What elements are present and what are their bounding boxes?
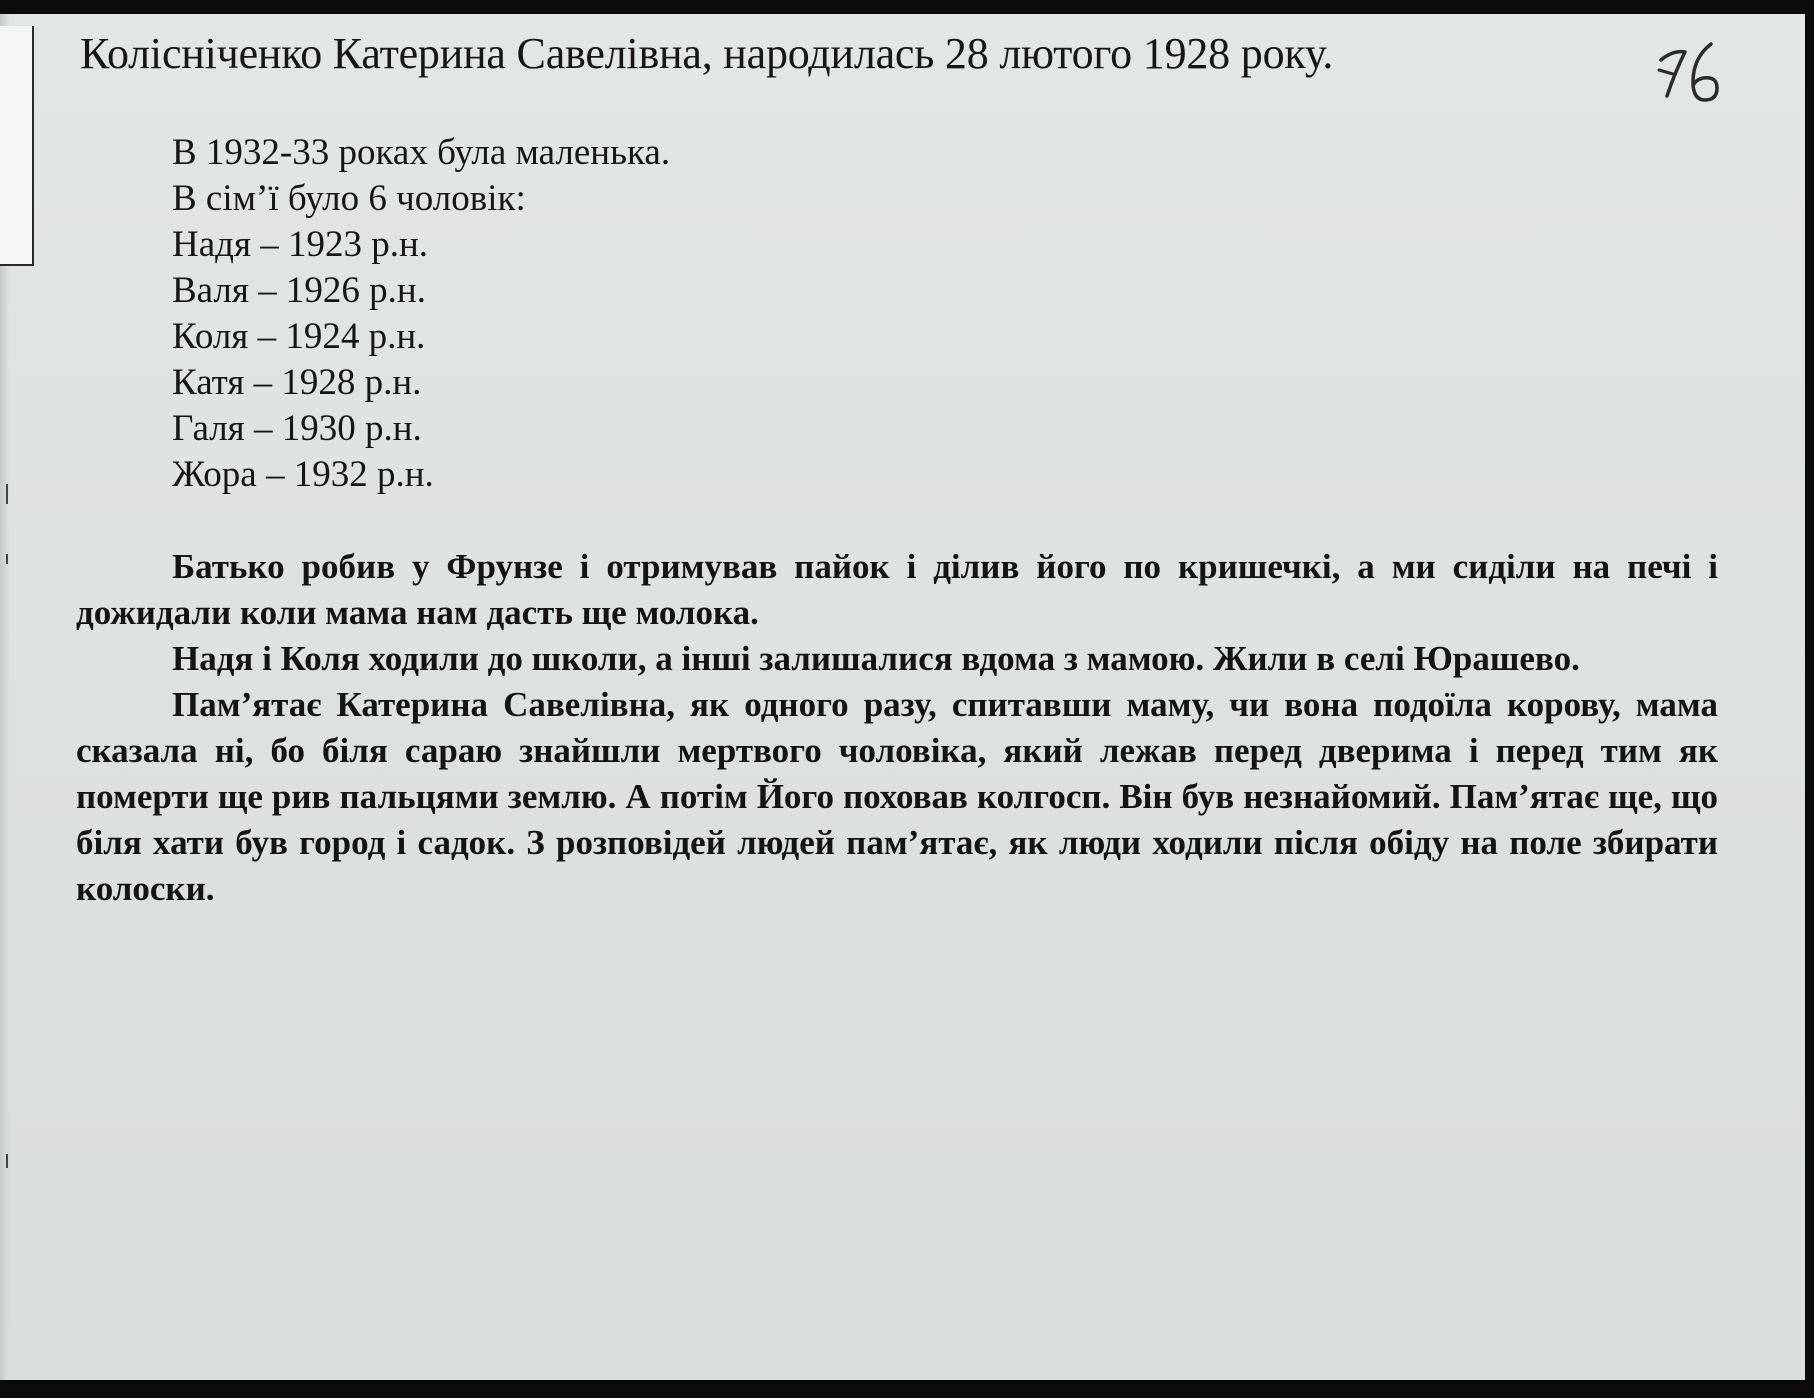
family-list-block: [172, 130, 670, 498]
paragraph: Пам’ятає Катерина Савелівна, як одного разу, спитавши маму, чи вона подоїла корову, мама сказала ні, бо біля сараю знайшли мертвого чоловіка, який лежав перед дверима і перед тим як померти ще рив пальцями землю. А потім Його поховав колгосп. Він був незнайомий. Пам’ятає ще, що біля хати був город і садок. З розповідей людей пам’ятає, як люди ходили після обіду на поле збирати колоски.: [76, 685, 1718, 908]
paragraph: Батько робив у Фрунзе і отримував пайок і ділив його по кришечкі, а ми сиділи на печі і дожидали коли мама нам дасть ще молока.: [76, 547, 1718, 632]
document-title: Колісніченко Катерина Савелівна, народилась 28 лютого 1928 року.: [80, 29, 1334, 78]
paper-page: [0, 14, 1805, 1380]
family-member-line: Валя – 1926 р.н.: [172, 270, 426, 311]
binding-mark: [6, 554, 8, 564]
binding-mark: [6, 1154, 8, 1168]
family-member-line: Надя – 1923 р.н.: [172, 224, 429, 265]
family-member-line: Жора – 1932 р.н.: [172, 454, 434, 495]
paragraph: Надя і Коля ходили до школи, а інші залишалися вдома з мамою. Жили в селі Юрашево.: [172, 639, 1580, 678]
family-member-line: Коля – 1924 р.н.: [172, 316, 426, 357]
family-member-line: Катя – 1928 р.н.: [172, 362, 422, 403]
binding-mark: [6, 484, 8, 504]
family-member-line: Галя – 1930 р.н.: [172, 408, 422, 449]
binding-tab: [0, 26, 34, 266]
narrative-text: [76, 544, 1718, 912]
intro-line: В сім’ї було 6 чоловік:: [172, 178, 526, 219]
intro-line: В 1932-33 роках була маленька.: [172, 132, 671, 173]
handwritten-page-number: [1655, 38, 1723, 110]
